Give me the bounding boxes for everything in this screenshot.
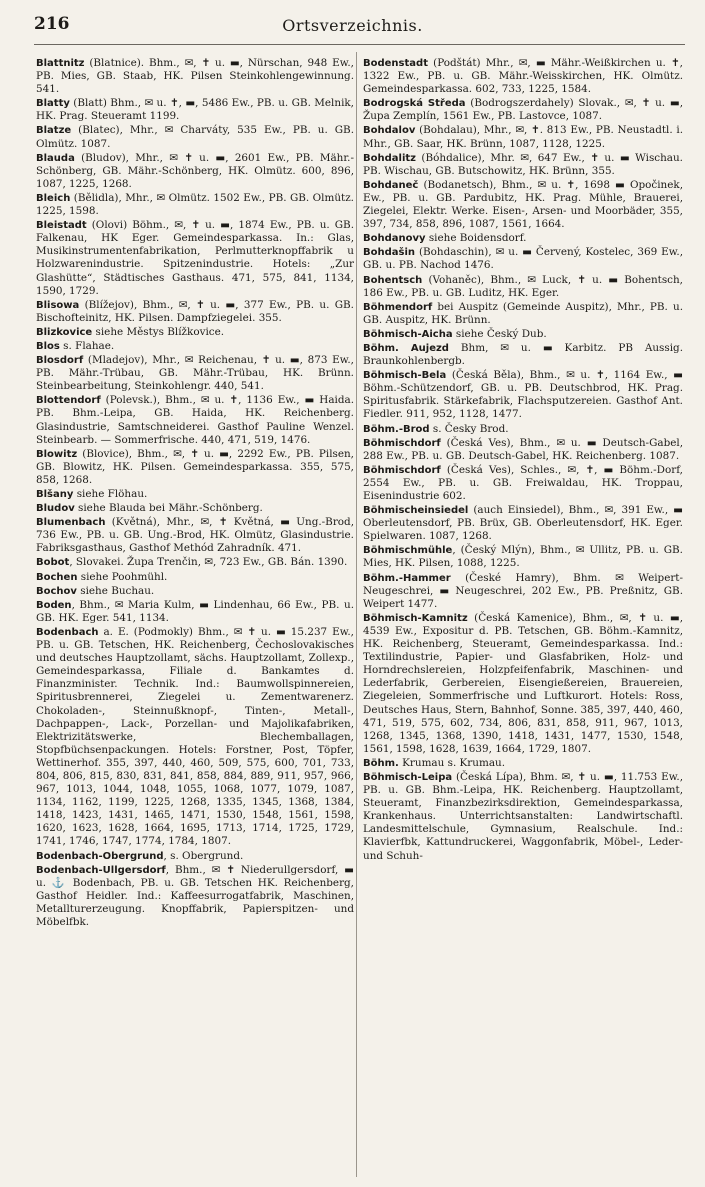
entry-text: (Květná), Mhr., ✉, ✝ Květná, ▬ Ung.-Brod, 736 Ew., PB. u. GB. Ung.-Brod, HK. Olmütz, Glasindustrie. Fabriksgasthaus, Gasthof Methód Zahradník. 471. xyxy=(36,516,354,555)
entry-headword: Bochen xyxy=(36,571,78,583)
entry-headword: Böhmendorf xyxy=(363,301,433,313)
entry-text: siehe Český Dub. xyxy=(452,327,547,340)
entry-text: siehe Boidensdorf. xyxy=(425,232,527,245)
index-entry xyxy=(36,585,354,598)
entry-text: , Bhm., ✉ Maria Kulm, ▬ Lindenhau, 66 Ew., PB. u. GB. HK. Eger. 541, 1134. xyxy=(36,598,354,624)
index-entry xyxy=(36,326,354,339)
entry-headword: Böhmischeinsiedel xyxy=(363,505,469,517)
index-entry xyxy=(363,232,683,245)
entry-headword: Bodenbach-Obergrund xyxy=(36,850,164,862)
entry-headword: Bleistadt xyxy=(36,220,87,232)
index-entry xyxy=(36,394,354,446)
entry-headword: Blumenbach xyxy=(36,517,106,529)
index-entry xyxy=(363,342,683,368)
entry-text: (Česká Ves), Bhm., ✉ u. ▬ Deutsch-Gabel, 288 Ew., PB. u. GB. Deutsch-Gabel, HK. Reichenberg. 1087. xyxy=(363,436,683,462)
entry-text: (Česká Kamenice), Bhm., ✉, ✝ u. ▬, 4539 Ew., Expositur d. PB. Tetschen, GB. Böhm.-Kamnitz, HK. Reichenberg, Steueramt, Gemeindesparkassa. Ind.: Textilindustrie, Papier- und Glasfabriken, Holz- und Horndrechslereien, Holzpfeifenfabrik, Maschinen- und Lederfabrik, Gerbereien, Eisengießereien, Brauereien, Ziegeleien, Sommerfrische und Luftkurort. Hotels: Ross, Deutsches Haus, Stern, Bahnhof, Sonne. 385, 397, 440, 460, 471, 519, 575, 602, 734, 806, 831, 858, 911, 967, 1013, 1268, 1345, 1368, 1390, 1418, 1431, 1477, 1530, 1548, 1561, 1598, 1628, 1639, 1664, 1729, 1807. xyxy=(363,611,683,755)
entry-headword: Blowitz xyxy=(36,448,78,460)
entry-headword: Böhm.-Hammer xyxy=(363,572,451,584)
entry-text: siehe Městys Blížkovice. xyxy=(92,325,225,338)
entry-headword: Bodrogská Středa xyxy=(363,98,466,110)
entry-headword: Böhm. Aujezd xyxy=(363,342,449,354)
index-entry xyxy=(36,850,354,863)
entry-headword: Böhmischdorf xyxy=(363,464,441,476)
index-entry xyxy=(36,354,354,393)
entry-text: a. E. (Podmokly) Bhm., ✉ ✝ u. ▬ 15.237 Ew., PB. u. GB. Tetschen, HK. Reichenberg, Čechoslovakisches und deutsches Hauptzollamt, sächs. Hauptzollamt, Zollexp., Gemeindesparkassa, Filiale d. Bankamtes d. Finanzminister. Technik. Ind.: Baumwollspinnereien, Spiritusbrennerei, Ziegelei u. Zementwarenerz. Chokoladen-, Steinnußknopf-, Tinten-, Metall-, Dachpappen-, Lack-, Porzellan- und Majolikafabriken, Elektrizitätswerke, Blechemballagen, Stopfbüchsenpackungen. Hotels: Forstner, Post, Töpfer, Wettinerhof. 355, 397, 440, 460, 509, 575, 600, 701, 733, 804, 806, 815, 830, 831, 841, 858, 884, 889, 911, 957, 966, 967, 1013, 1044, 1048, 1055, 1068, 1077, 1079, 1087, 1134, 1162, 1199, 1225, 1268, 1335, 1345, 1368, 1384, 1418, 1423, 1431, 1465, 1471, 1530, 1548, 1561, 1598, 1620, 1623, 1628, 1664, 1695, 1713, 1714, 1725, 1729, 1741, 1746, 1747, 1774, 1784, 1807. xyxy=(36,625,354,848)
index-entry xyxy=(363,572,683,611)
entry-headword: Bohdanovy xyxy=(363,233,426,245)
entry-headword: Bohdašin xyxy=(363,247,416,259)
entry-headword: Blauda xyxy=(36,152,75,164)
entry-headword: Blattnitz xyxy=(36,58,85,69)
entry-headword: Böhm. xyxy=(363,757,399,769)
index-entry xyxy=(36,599,354,625)
index-entry xyxy=(36,124,354,150)
index-entry xyxy=(36,448,354,487)
entry-text: (Bělidla), Mhr., ✉ Olmütz. 1502 Ew., PB. GB. Olmütz. 1225, 1598. xyxy=(36,191,354,218)
index-entry xyxy=(363,97,683,123)
entry-text: s. Česky Brod. xyxy=(429,422,509,435)
entry-text: (Blatt) Bhm., ✉ u. ✝, ▬, 5486 Ew., PB. u. GB. Melnik, HK. Prag. Steueramt 1199. xyxy=(36,97,354,123)
header-rule xyxy=(34,44,685,45)
index-entry xyxy=(363,423,683,436)
entry-headword: Bludov xyxy=(36,503,75,515)
entry-text: (Bodrogszerdahely) Slovak., ✉, ✝ u. ▬, Župa Zemplín, 1561 Ew., PB. Lastovce, 1087. xyxy=(363,97,683,123)
entry-text: siehe Buchau. xyxy=(76,584,155,597)
entry-text: (Polevsk.), Bhm., ✉ u. ✝, 1136 Ew., ▬ Haida. PB. Bhm.-Leipa, GB. Haida, HK. Reichenberg. Glasindustrie, Samtschneiderei. Gasthof Pauline Wenzel. Steinbearb. — Sommerfrische. 440, 471, 519, 1476. xyxy=(36,394,354,446)
index-entry xyxy=(36,57,354,96)
entry-text: (Blovice), Bhm., ✉, ✝ u. ▬, 2292 Ew., PB. Pilsen, GB. Blowitz, HK. Pilsen. Gemeindesparkassa. 355, 575, 858, 1268. xyxy=(36,447,354,486)
entry-text: , s. Obergrund. xyxy=(163,849,244,862)
entry-text: , Bhm., ✉ ✝ Niederullgersdorf, ▬ u. ⚓ Bodenbach, PB. u. GB. Tetschen HK. Reichenberg, Gasthof Heidler. Ind.: Kaffeesurrogatfabrik, Maschinen, Metallturerzeugung. Knopffabrik, Papierspitzen- und Möbelfbk. xyxy=(36,863,354,928)
index-entry xyxy=(363,328,683,341)
entry-text: (Bohdaschin), ✉ u. ▬ Červený, Kostelec, 369 Ew., GB. u. PB. Nachod 1476. xyxy=(363,246,683,272)
entry-headword: Bodenstadt xyxy=(363,58,428,69)
index-entry xyxy=(363,464,683,503)
entry-headword: Böhmisch-Aicha xyxy=(363,328,453,340)
entry-text: (Mladejov), Mhr., ✉ Reichenau, ✝ u. ▬, 873 Ew., PB. Mähr.-Trübau, GB. Mähr.-Trübau, HK. Brünn. Steinbearbeitung, Steinkohlengr. 440, 541. xyxy=(36,354,354,393)
index-entry xyxy=(36,864,354,929)
entry-headword: Bohdalov xyxy=(363,125,416,137)
index-entry xyxy=(363,369,683,421)
index-entry xyxy=(363,544,683,570)
entry-text: (Vohaněc), Bhm., ✉ Luck, ✝ u. ▬ Bohentsch, 186 Ew., PB. u. GB. Luditz, HK. Eger. xyxy=(363,273,683,299)
entry-text: (České Hamry), Bhm. ✉ Weipert-Neugeschrei, ▬ Neugeschrei, 202 Ew., PB. Preßnitz, GB. Weipert 1477. xyxy=(363,571,683,610)
index-entry xyxy=(363,124,683,150)
index-entry xyxy=(36,299,354,325)
index-entry xyxy=(363,57,683,96)
entry-text: siehe Flöhau. xyxy=(73,488,148,500)
entry-text: Krumau s. Krumau. xyxy=(398,756,506,769)
page-title: Ortsverzeichnis. xyxy=(282,16,423,35)
index-entry xyxy=(363,301,683,327)
index-entry xyxy=(36,192,354,218)
index-entry xyxy=(363,152,683,178)
entry-headword: Böhmisch-Kamnitz xyxy=(363,612,468,624)
right-column xyxy=(363,57,683,1177)
index-entry xyxy=(363,612,683,756)
entry-text: , Slovakei. Župa Trenčin, ✉, 723 Ew., GB. Bán. 1390. xyxy=(69,556,348,569)
index-entry xyxy=(363,179,683,231)
entry-headword: Bochov xyxy=(36,585,77,597)
entry-text: siehe Poohmühl. xyxy=(77,570,168,583)
index-entry xyxy=(36,219,354,298)
entry-headword: Blatze xyxy=(36,125,72,137)
entry-headword: Boden xyxy=(36,599,72,611)
entry-headword: Blottendorf xyxy=(36,395,101,407)
index-entry xyxy=(363,246,683,272)
entry-text: (Bludov), Mhr., ✉ ✝ u. ▬, 2601 Ew., PB. Mähr.-Schönberg, GB. Mähr.-Schönberg, HK. Olmütz. 600, 896, 1087, 1225, 1268. xyxy=(36,151,354,190)
entry-headword: Bodenbach xyxy=(36,626,99,638)
index-entry xyxy=(36,516,354,555)
index-entry xyxy=(36,556,354,569)
entry-headword: Bohdaneč xyxy=(363,179,419,191)
entry-headword: Blosdorf xyxy=(36,355,84,367)
index-entry xyxy=(36,488,354,501)
entry-text: (Bodanetsch), Bhm., ✉ u. ✝, 1698 ▬ Opočinek, Ew., PB. u. GB. Pardubitz, HK. Prag. Mühle, Brauerei, Ziegelei, Elektr. Werke. Eisen-, Arsen- und Moorbäder, 355, 397, 734, 858, 896, 1087, 1561, 1664. xyxy=(363,178,683,231)
entry-text: , (Český Mlýn), Bhm., ✉ Ullitz, PB. u. GB. Mies, HK. Pilsen, 1088, 1225. xyxy=(363,544,683,570)
page-number: 216 xyxy=(34,14,70,34)
entry-headword: Bohentsch xyxy=(363,274,423,286)
entry-text: (auch Einsiedel), Bhm., ✉, 391 Ew., ▬ Oberleutensdorf, PB. Brüx, GB. Oberleutensdorf, HK. Eger. Spielwaren. 1087, 1268. xyxy=(363,504,683,543)
entry-headword: Bleich xyxy=(36,192,71,204)
index-entry xyxy=(363,771,683,863)
index-entry xyxy=(36,97,354,123)
entry-headword: Böhmisch-Leipa xyxy=(363,771,453,783)
entry-headword: Bobot xyxy=(36,557,70,569)
entry-text: (Blížejov), Bhm., ✉, ✝ u. ▬, 377 Ew., PB. u. GB. Bischofteinitz, HK. Pilsen. Dampfziegelei. 355. xyxy=(36,298,354,324)
entry-headword: Böhmischdorf xyxy=(363,437,441,449)
entry-text: (Bóhdalice), Mhr. ✉, 647 Ew., ✝ u. ▬ Wischau. PB. Wischau, GB. Butschowitz, HK. Brünn, 355. xyxy=(363,151,683,177)
index-entry xyxy=(36,626,354,849)
entry-headword: Blšany xyxy=(36,489,74,500)
entry-text: (Blatnice). Bhm., ✉, ✝ u. ▬, Nürschan, 948 Ew., PB. Mies, GB. Staab, HK. Pilsen Steinkohlengewinnung. 541. xyxy=(36,57,354,96)
index-entry xyxy=(36,340,354,353)
entry-headword: Blos xyxy=(36,340,60,352)
entry-headword: Blisowa xyxy=(36,299,80,311)
entry-headword: Böhmisch-Bela xyxy=(363,370,447,382)
entry-text: (Blatec), Mhr., ✉ Charváty, 535 Ew., PB. u. GB. Olmütz. 1087. xyxy=(36,124,354,150)
page-header xyxy=(0,14,705,40)
entry-text: siehe Blauda bei Mähr.-Schönberg. xyxy=(74,502,263,515)
index-entry xyxy=(363,274,683,300)
column-divider xyxy=(356,52,357,1177)
left-column xyxy=(36,57,354,1177)
entry-text: (Podštát) Mhr., ✉, ▬ Mähr.-Weißkirchen u. ✝, 1322 Ew., PB. u. GB. Mähr.-Weisskirchen, HK. Olmütz. Gemeindesparkassa. 602, 733, 1225, 1584. xyxy=(363,57,683,96)
entry-text: (Olovi) Böhm., ✉, ✝ u. ▬, 1874 Ew., PB. u. GB. Falkenau, HK Eger. Gemeindesparkassa. In.: Glas, Musikinstrumentenfabrikation, Perlmutterknopffabrik u Holzwarenindustrie. Spitzenindustrie. Hotels: „Zur Glashütte“, Städtisches Gasthaus. 471, 575, 841, 1134, 1590, 1729. xyxy=(36,219,354,297)
entry-headword: Bodenbach-Ullgersdorf xyxy=(36,864,166,876)
entry-headword: Blatty xyxy=(36,98,70,110)
index-entry xyxy=(363,757,683,770)
index-entry xyxy=(363,437,683,463)
index-entry xyxy=(36,571,354,584)
entry-headword: Bohdalitz xyxy=(363,152,416,164)
entry-text: (Bohdalau), Mhr., ✉, ✝. 813 Ew., PB. Neustadtl. i. Mhr., GB. Saar, HK. Brünn, 1087, 1128, 1225. xyxy=(363,124,683,150)
entry-text: Bhm, ✉ u. ▬ Karbitz. PB Aussig. Braunkohlenbergb. xyxy=(363,341,683,368)
entry-text: (Česká Běla), Bhm., ✉ u. ✝, 1164 Ew., ▬ Böhm.-Schützendorf, GB. u. PB. Deutschbrod, HK. Prag. Spiritusfabrik. Stärkefabrik, Flachsputzereien. Gasthof Ant. Fiedler. 911, 952, 1128, 1477. xyxy=(363,369,683,421)
entry-text: s. Flahae. xyxy=(59,339,115,352)
index-entry xyxy=(36,502,354,515)
index-entry xyxy=(363,504,683,543)
entry-headword: Böhmischmühle xyxy=(363,545,453,557)
entry-text: (Česká Ves), Schles., ✉, ✝, ▬ Böhm.-Dorf, 2554 Ew., PB. u. GB. Freiwaldau, HK. Troppau, Eisenindustrie 602. xyxy=(363,463,683,502)
entry-text: bei Auspitz (Gemeinde Auspitz), Mhr., PB. u. GB. Auspitz, HK. Brünn. xyxy=(363,300,683,326)
entry-headword: Böhm.-Brod xyxy=(363,423,430,435)
entry-headword: Blizkovice xyxy=(36,326,93,338)
index-entry xyxy=(36,152,354,191)
entry-text: (Česká Lípa), Bhm. ✉, ✝ u. ▬, 11.753 Ew., PB. u. GB. Bhm.-Leipa, HK. Reichenberg. Hauptzollamt, Steueramt, Finanzbezirksdirektion, Gemeindesparkassa, Krankenhaus. Unterrichtsanstalten: Landwirtschaftl. Landesmittelschule, Gymnasium, Realschule. Ind.: Klavierfbk, Kattundruckerei, Waggonfabrik, Möbel-, Leder- und Schuh- xyxy=(363,770,683,862)
